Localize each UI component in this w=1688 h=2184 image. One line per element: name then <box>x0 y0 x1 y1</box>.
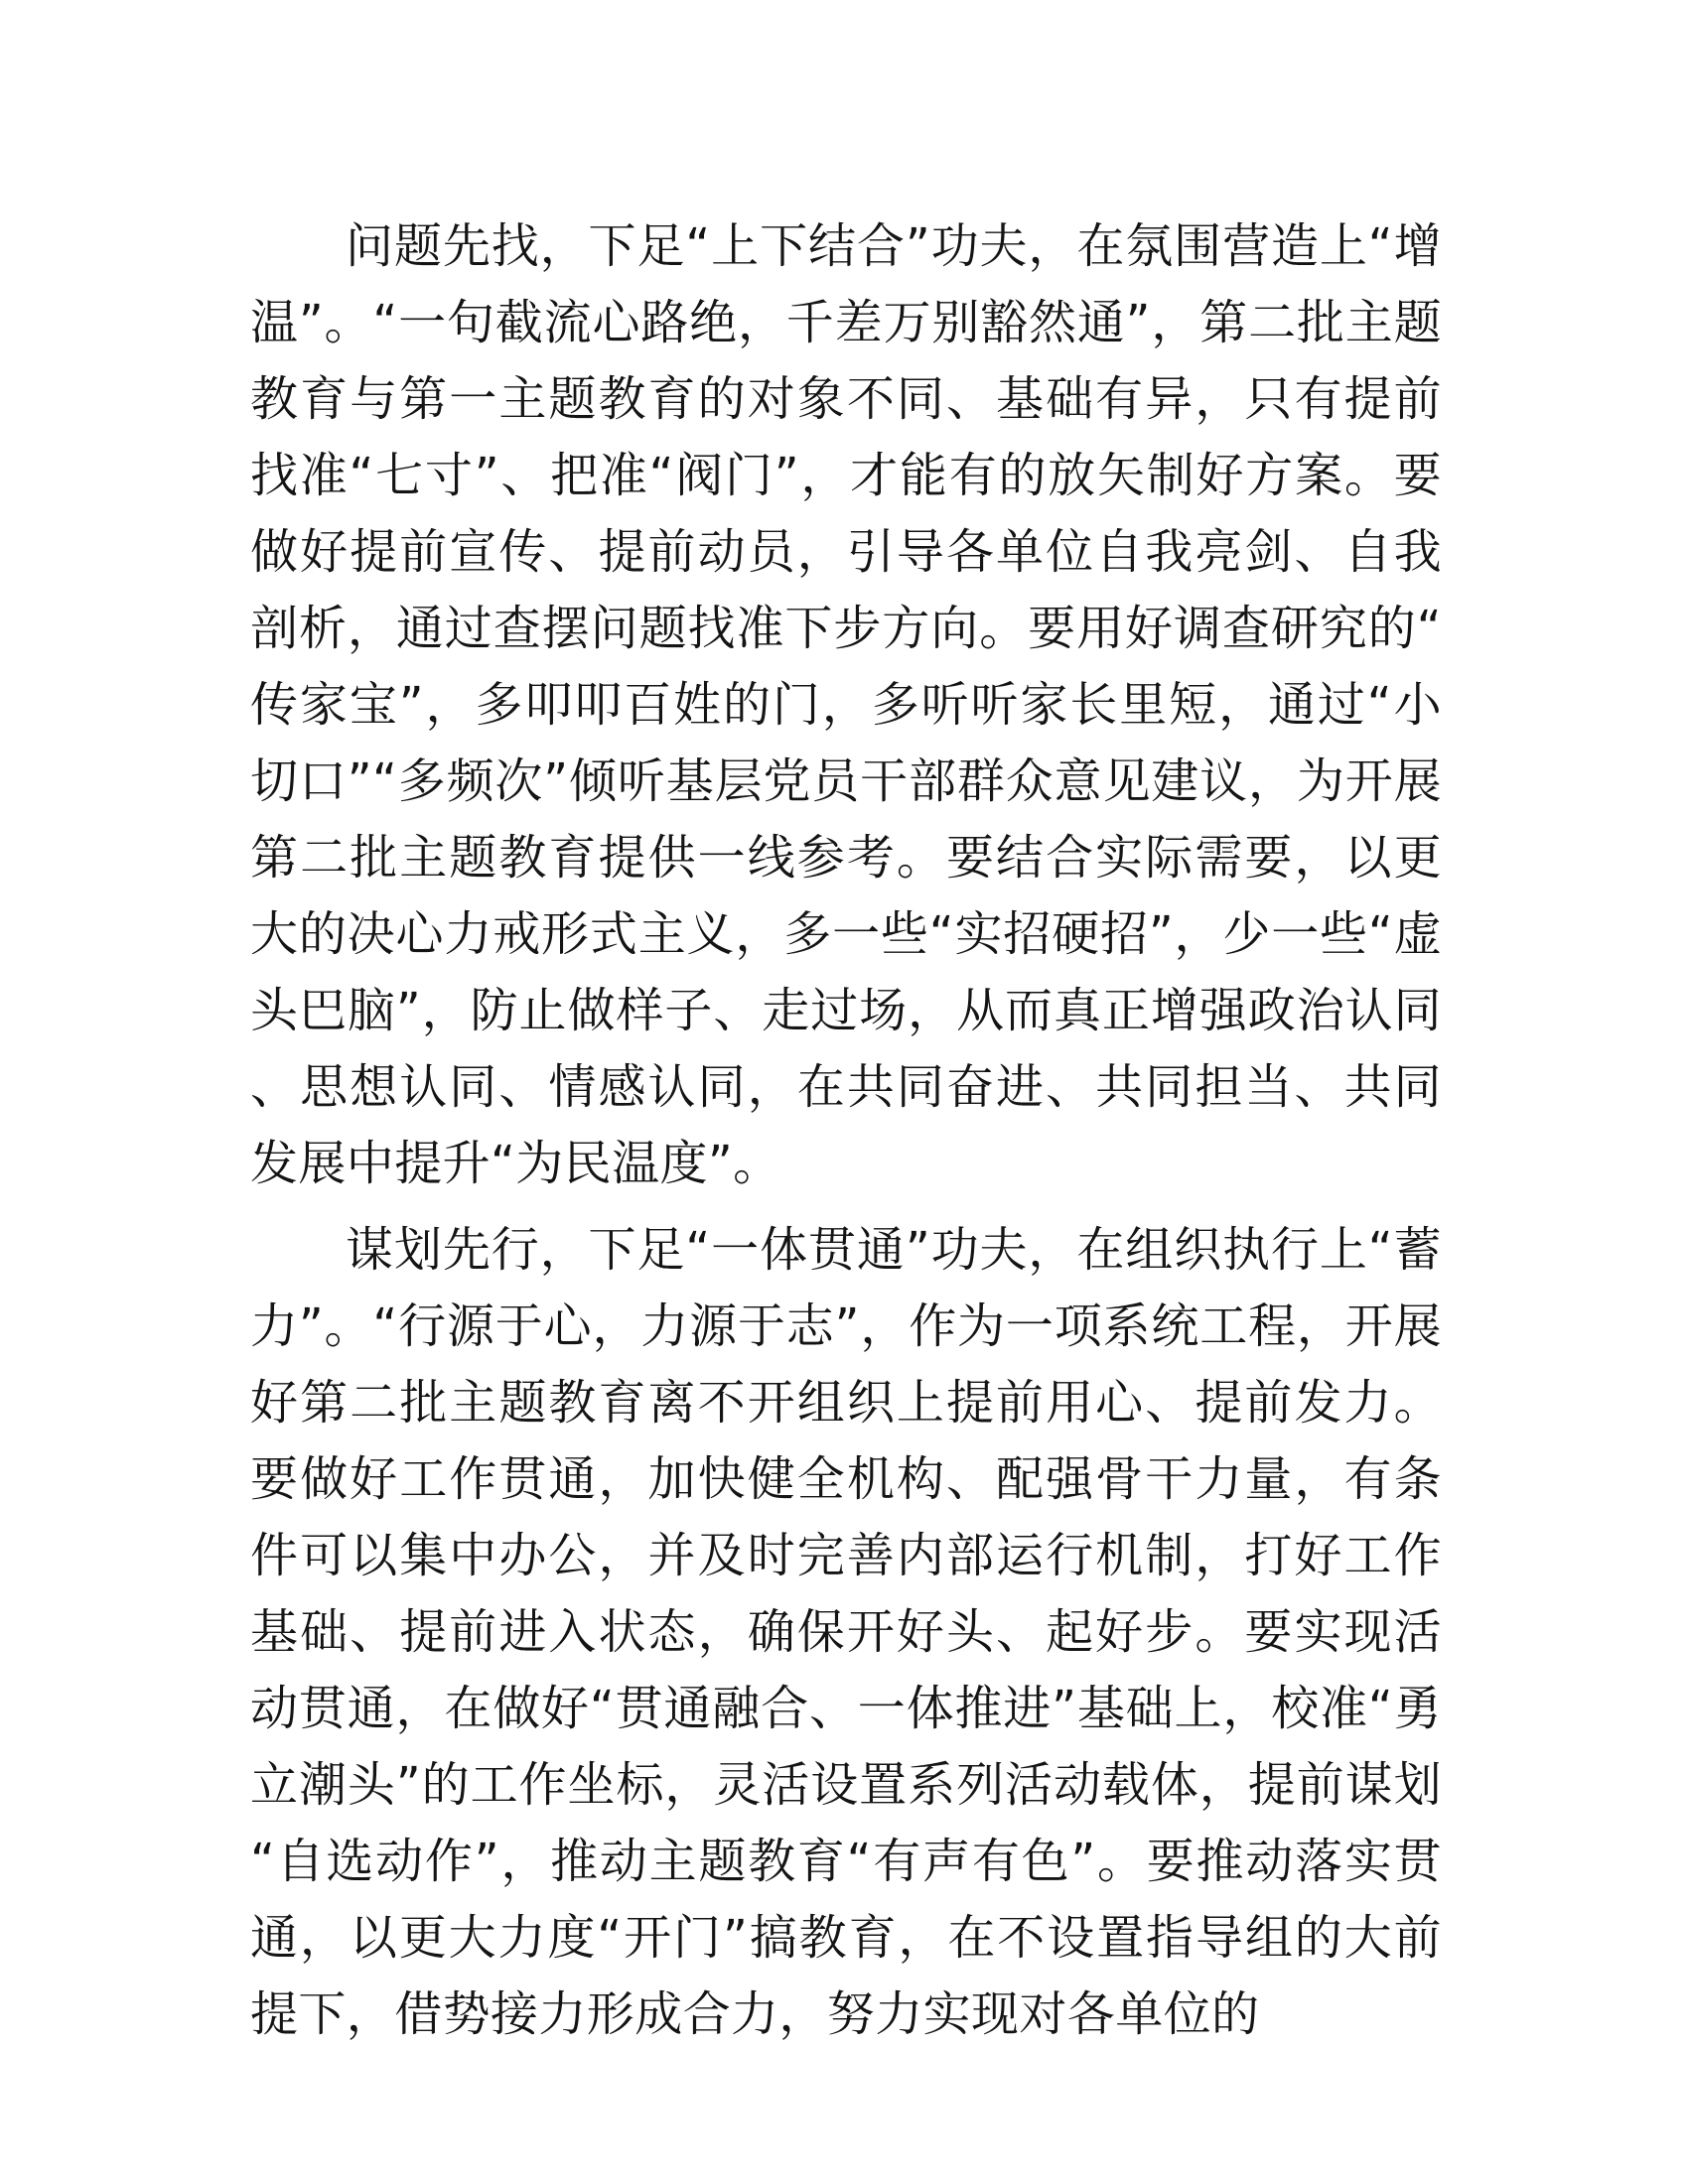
document-body <box>250 208 1442 2053</box>
paragraph-problem-first: 问题先找，下足“上下结合”功夫，在氛围营造上“增温”。“一句截流心路绝，千差万别豁然通”，第二批主题教育与第一主题教育的对象不同、基础有异，只有提前找准“七寸”、把准“阀门”，才能有的放矢制好方案。要做好提前宣传、提前动员，引导各单位自我亮剑、自我剖析，通过查摆问题找准下步方向。要用好调查研究的“传家宝”，多叩叩百姓的门，多听听家长里短，通过“小切口”“多频次”倾听基层党员干部群众意见建议，为开展第二批主题教育提供一线参考。要结合实际需要，以更大的决心力戒形式主义，多一些“实招硬招”，少一些“虚头巴脑”，防止做样子、走过场，从而真正增强政治认同、思想认同、情感认同，在共同奋进、共同担当、共同发展中提升“为民温度”。 <box>250 218 1442 1191</box>
paragraph-planning-first: 谋划先行，下足“一体贯通”功夫，在组织执行上“蓄力”。“行源于心，力源于志”，作为一项系统工程，开展好第二批主题教育离不开组织上提前用心、提前发力。要做好工作贯通，加快健全机构、配强骨干力量，有条件可以集中办公，并及时完善内部运行机制，打好工作基础、提前进入状态，确保开好头、起好步。要实现活动贯通，在做好“贯通融合、一体推进”基础上，校准“勇立潮头”的工作坐标，灵活设置系列活动载体，提前谋划“自选动作”，推动主题教育“有声有色”。要推动落实贯通，以更大力度“开门”搞教育，在不设置指导组的大前提下，借势接力形成合力，努力实现对各单位的 <box>250 1222 1442 2042</box>
